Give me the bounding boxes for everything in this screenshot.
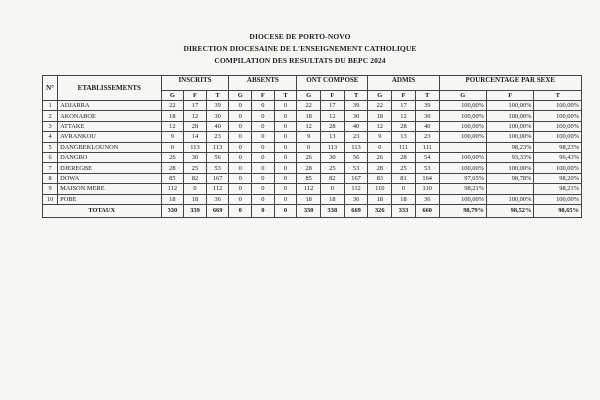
inscrits-f-cell: 82 [184, 173, 207, 183]
inscrits-f-cell: 12 [184, 111, 207, 121]
totals-row [43, 204, 582, 217]
ont-compose-t-cell: 40 [344, 121, 368, 131]
sub-header-f: F [392, 91, 416, 101]
total-inscrits-t-cell: 669 [206, 204, 229, 217]
total-admis-t-cell: 660 [415, 204, 439, 217]
inscrits-g-cell: 22 [161, 101, 184, 111]
pourcentage-f-cell: 100,00% [486, 111, 533, 121]
ont-compose-f-cell: 25 [321, 163, 345, 173]
absents-f-cell: 0 [252, 163, 275, 173]
table-body [43, 101, 582, 218]
total-absents-g-cell: 0 [229, 204, 252, 217]
ont-compose-t-cell: 112 [344, 184, 368, 194]
total-inscrits-f-cell: 339 [184, 204, 207, 217]
total-ont-compose-f-cell: 338 [321, 204, 345, 217]
row-number: 6 [43, 152, 58, 162]
absents-g-cell: 0 [229, 184, 252, 194]
row-number: 2 [43, 111, 58, 121]
table-row [43, 121, 582, 131]
absents-g-cell: 0 [229, 194, 252, 204]
group-inscrits-header: INSCRITS [161, 76, 229, 91]
inscrits-t-cell: 30 [206, 111, 229, 121]
table-row [43, 132, 582, 142]
sub-header-g: G [161, 91, 184, 101]
absents-g-cell: 0 [229, 132, 252, 142]
etablissement-name: AVRANKOU [58, 132, 161, 142]
etablissement-name: DJEREGBE [58, 163, 161, 173]
ont-compose-t-cell: 30 [344, 111, 368, 121]
admis-f-cell: 81 [392, 173, 416, 183]
sub-header-g: G [368, 91, 392, 101]
pourcentage-f-cell: 98,23% [486, 142, 533, 152]
absents-g-cell: 0 [229, 152, 252, 162]
sub-header-t: T [274, 91, 297, 101]
etablissement-name: MAISON MERE [58, 184, 161, 194]
direction-title: DIRECTION DIOCESAINE DE L'ENSEIGNEMENT CATHOLIQUE [183, 44, 417, 53]
ont-compose-f-cell: 18 [321, 194, 345, 204]
pourcentage-t-cell: 100,00% [534, 121, 582, 131]
ont-compose-f-cell: 82 [321, 173, 345, 183]
inscrits-f-cell: 18 [184, 194, 207, 204]
ont-compose-t-cell: 53 [344, 163, 368, 173]
ont-compose-g-cell: 26 [297, 152, 321, 162]
sub-header-t: T [344, 91, 368, 101]
row-number: 8 [43, 173, 58, 183]
sub-header-g: G [439, 91, 486, 101]
inscrits-g-cell: 18 [161, 194, 184, 204]
admis-f-cell: 12 [392, 111, 416, 121]
group-header-row [43, 76, 582, 91]
total-ont-compose-g-cell: 330 [297, 204, 321, 217]
col-num-header: N° [43, 76, 58, 101]
absents-t-cell: 0 [274, 111, 297, 121]
pourcentage-g-cell: 98,21% [439, 184, 486, 194]
row-number: 3 [43, 121, 58, 131]
pourcentage-t-cell: 100,00% [534, 132, 582, 142]
absents-g-cell: 0 [229, 163, 252, 173]
etablissement-name: DANGBEKLOUNON [58, 142, 161, 152]
table-row [43, 111, 582, 121]
admis-t-cell: 111 [415, 142, 439, 152]
absents-f-cell: 0 [252, 111, 275, 121]
inscrits-t-cell: 56 [206, 152, 229, 162]
ont-compose-f-cell: 13 [321, 132, 345, 142]
pourcentage-g-cell: 100,00% [439, 101, 486, 111]
pourcentage-g-cell: 100,00% [439, 163, 486, 173]
total-admis-g-cell: 326 [368, 204, 392, 217]
admis-g-cell: 18 [368, 194, 392, 204]
pourcentage-f-cell: 100,00% [486, 163, 533, 173]
inscrits-t-cell: 113 [206, 142, 229, 152]
inscrits-t-cell: 36 [206, 194, 229, 204]
absents-f-cell: 0 [252, 121, 275, 131]
admis-t-cell: 39 [415, 101, 439, 111]
inscrits-t-cell: 39 [206, 101, 229, 111]
pourcentage-t-cell: 98,23% [534, 142, 582, 152]
absents-t-cell: 0 [274, 132, 297, 142]
sub-header-f: F [252, 91, 275, 101]
inscrits-t-cell: 167 [206, 173, 229, 183]
pourcentage-g-cell [439, 142, 486, 152]
total-absents-f-cell: 0 [252, 204, 275, 217]
etablissement-name: AKONABOE [58, 111, 161, 121]
table-row [43, 152, 582, 162]
admis-g-cell: 9 [368, 132, 392, 142]
sub-header-g: G [229, 91, 252, 101]
absents-g-cell: 0 [229, 173, 252, 183]
inscrits-f-cell: 17 [184, 101, 207, 111]
compilation-title: COMPILATION DES RESULTATS DU BEPC 2024 [214, 56, 386, 65]
pourcentage-g-cell: 100,00% [439, 111, 486, 121]
absents-t-cell: 0 [274, 163, 297, 173]
admis-t-cell: 53 [415, 163, 439, 173]
table-row [43, 163, 582, 173]
ont-compose-g-cell: 9 [297, 132, 321, 142]
ont-compose-t-cell: 56 [344, 152, 368, 162]
absents-t-cell: 0 [274, 173, 297, 183]
inscrits-g-cell: 85 [161, 173, 184, 183]
admis-g-cell: 26 [368, 152, 392, 162]
absents-g-cell: 0 [229, 121, 252, 131]
admis-f-cell: 28 [392, 121, 416, 131]
table-row [43, 194, 582, 204]
pourcentage-g-cell: 100,00% [439, 194, 486, 204]
pourcentage-f-cell: 100,00% [486, 101, 533, 111]
pourcentage-g-cell: 100,00% [439, 152, 486, 162]
inscrits-g-cell: 18 [161, 111, 184, 121]
admis-g-cell: 18 [368, 111, 392, 121]
sub-header-f: F [184, 91, 207, 101]
pourcentage-g-cell: 100,00% [439, 121, 486, 131]
inscrits-f-cell: 0 [184, 184, 207, 194]
absents-t-cell: 0 [274, 142, 297, 152]
absents-f-cell: 0 [252, 173, 275, 183]
inscrits-g-cell: 28 [161, 163, 184, 173]
group-pourcentage-header: POURCENTAGE PAR SEXE [439, 76, 581, 91]
inscrits-f-cell: 30 [184, 152, 207, 162]
absents-f-cell: 0 [252, 184, 275, 194]
pourcentage-f-cell: 100,00% [486, 194, 533, 204]
inscrits-g-cell: 12 [161, 121, 184, 131]
pourcentage-t-cell: 96,43% [534, 152, 582, 162]
pourcentage-f-cell: 100,00% [486, 132, 533, 142]
admis-t-cell: 36 [415, 194, 439, 204]
absents-g-cell: 0 [229, 142, 252, 152]
ont-compose-f-cell: 113 [321, 142, 345, 152]
admis-g-cell: 28 [368, 163, 392, 173]
ont-compose-g-cell: 12 [297, 121, 321, 131]
inscrits-t-cell: 53 [206, 163, 229, 173]
absents-f-cell: 0 [252, 142, 275, 152]
total-admis-f-cell: 333 [392, 204, 416, 217]
ont-compose-t-cell: 36 [344, 194, 368, 204]
ont-compose-g-cell: 28 [297, 163, 321, 173]
results-table [42, 75, 582, 218]
ont-compose-g-cell: 85 [297, 173, 321, 183]
pourcentage-f-cell [486, 184, 533, 194]
pourcentage-t-cell: 100,00% [534, 111, 582, 121]
row-number: 4 [43, 132, 58, 142]
admis-f-cell: 28 [392, 152, 416, 162]
admis-f-cell: 18 [392, 194, 416, 204]
table-row [43, 173, 582, 183]
absents-t-cell: 0 [274, 184, 297, 194]
pourcentage-g-cell: 97,65% [439, 173, 486, 183]
ont-compose-g-cell: 0 [297, 142, 321, 152]
ont-compose-t-cell: 39 [344, 101, 368, 111]
ont-compose-g-cell: 112 [297, 184, 321, 194]
group-ont-compose-header: ONT COMPOSE [297, 76, 368, 91]
admis-f-cell: 111 [392, 142, 416, 152]
total-pourcentage-g-cell: 98,79% [439, 204, 486, 217]
pourcentage-f-cell: 93,33% [486, 152, 533, 162]
absents-g-cell: 0 [229, 101, 252, 111]
ont-compose-f-cell: 12 [321, 111, 345, 121]
admis-g-cell: 83 [368, 173, 392, 183]
admis-t-cell: 54 [415, 152, 439, 162]
ont-compose-t-cell: 167 [344, 173, 368, 183]
admis-t-cell: 110 [415, 184, 439, 194]
admis-f-cell: 25 [392, 163, 416, 173]
row-number: 9 [43, 184, 58, 194]
col-etab-header: ETABLISSEMENTS [58, 76, 161, 101]
total-pourcentage-t-cell: 98,65% [534, 204, 582, 217]
pourcentage-t-cell: 98,20% [534, 173, 582, 183]
pourcentage-t-cell: 100,00% [534, 194, 582, 204]
admis-f-cell: 17 [392, 101, 416, 111]
inscrits-f-cell: 113 [184, 142, 207, 152]
ont-compose-t-cell: 23 [344, 132, 368, 142]
admis-g-cell: 12 [368, 121, 392, 131]
absents-f-cell: 0 [252, 132, 275, 142]
pourcentage-t-cell: 100,00% [534, 101, 582, 111]
group-admis-header: ADMIS [368, 76, 439, 91]
ont-compose-t-cell: 113 [344, 142, 368, 152]
row-number: 10 [43, 194, 58, 204]
admis-t-cell: 40 [415, 121, 439, 131]
table-row [43, 142, 582, 152]
total-inscrits-g-cell: 330 [161, 204, 184, 217]
inscrits-t-cell: 23 [206, 132, 229, 142]
absents-f-cell: 0 [252, 152, 275, 162]
admis-t-cell: 23 [415, 132, 439, 142]
diocese-title: DIOCESE DE PORTO-NOVO [249, 32, 351, 41]
pourcentage-f-cell: 98,78% [486, 173, 533, 183]
etablissement-name: DANGBO [58, 152, 161, 162]
pourcentage-g-cell: 100,00% [439, 132, 486, 142]
admis-f-cell: 13 [392, 132, 416, 142]
absents-t-cell: 0 [274, 152, 297, 162]
inscrits-g-cell: 9 [161, 132, 184, 142]
sub-header-t: T [415, 91, 439, 101]
admis-t-cell: 164 [415, 173, 439, 183]
ont-compose-g-cell: 18 [297, 194, 321, 204]
group-absents-header: ABSENTS [229, 76, 297, 91]
row-number: 1 [43, 101, 58, 111]
sub-header-t: T [534, 91, 582, 101]
total-absents-t-cell: 0 [274, 204, 297, 217]
etablissement-name: DOWA [58, 173, 161, 183]
table-row [43, 184, 582, 194]
ont-compose-f-cell: 0 [321, 184, 345, 194]
ont-compose-f-cell: 17 [321, 101, 345, 111]
table-row [43, 101, 582, 111]
sub-header-f: F [321, 91, 345, 101]
etablissement-name: ADJARRA [58, 101, 161, 111]
inscrits-f-cell: 14 [184, 132, 207, 142]
admis-f-cell: 0 [392, 184, 416, 194]
inscrits-g-cell: 26 [161, 152, 184, 162]
etablissement-name: POBE [58, 194, 161, 204]
admis-t-cell: 30 [415, 111, 439, 121]
admis-g-cell: 110 [368, 184, 392, 194]
admis-g-cell: 0 [368, 142, 392, 152]
sub-header-g: G [297, 91, 321, 101]
ont-compose-g-cell: 18 [297, 111, 321, 121]
ont-compose-g-cell: 22 [297, 101, 321, 111]
etablissement-name: ATTAKE [58, 121, 161, 131]
pourcentage-f-cell: 100,00% [486, 121, 533, 131]
total-ont-compose-t-cell: 669 [344, 204, 368, 217]
absents-t-cell: 0 [274, 121, 297, 131]
inscrits-f-cell: 28 [184, 121, 207, 131]
pourcentage-t-cell: 100,00% [534, 163, 582, 173]
ont-compose-f-cell: 30 [321, 152, 345, 162]
inscrits-t-cell: 112 [206, 184, 229, 194]
ont-compose-f-cell: 28 [321, 121, 345, 131]
absents-g-cell: 0 [229, 111, 252, 121]
absents-f-cell: 0 [252, 194, 275, 204]
admis-g-cell: 22 [368, 101, 392, 111]
absents-t-cell: 0 [274, 194, 297, 204]
sub-header-t: T [206, 91, 229, 101]
inscrits-f-cell: 25 [184, 163, 207, 173]
totals-label: TOTAUX [43, 204, 162, 217]
inscrits-t-cell: 40 [206, 121, 229, 131]
row-number: 7 [43, 163, 58, 173]
absents-f-cell: 0 [252, 101, 275, 111]
total-pourcentage-f-cell: 98,52% [486, 204, 533, 217]
sub-header-f: F [486, 91, 533, 101]
row-number: 5 [43, 142, 58, 152]
pourcentage-t-cell: 98,21% [534, 184, 582, 194]
inscrits-g-cell: 112 [161, 184, 184, 194]
inscrits-g-cell: 0 [161, 142, 184, 152]
absents-t-cell: 0 [274, 101, 297, 111]
